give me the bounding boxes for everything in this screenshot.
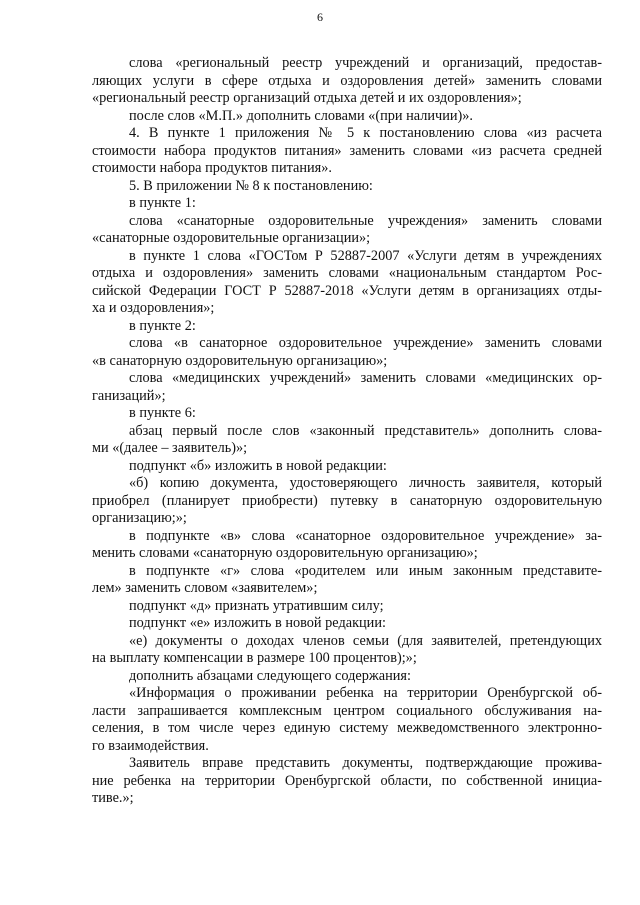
text-line: слова «в санаторное оздоровительное учреждение» заменить словами: [129, 335, 602, 351]
text-line: в пункте 6:: [129, 405, 196, 421]
text-line: ние ребенка на территории Оренбургской области, по собственной инициа-: [92, 772, 602, 789]
paragraph: [92, 475, 602, 528]
paragraph: [92, 108, 602, 126]
text-line: 4. В пункте 1 приложения № 5 к постановлению слова «из расчета: [129, 125, 602, 141]
text-line: стоимости набора продуктов питания» заменить словами «из расчета средней: [92, 142, 602, 159]
paragraph: [92, 615, 602, 633]
paragraph: [92, 405, 602, 423]
paragraph: [92, 755, 602, 808]
text-line: ляющих услуги в сфере отдыха и оздоровления детей» заменить словами: [92, 72, 602, 89]
paragraph: [92, 125, 602, 178]
paragraph: [92, 195, 602, 213]
text-line: селения, в том числе через единую систему межведомственного электронно-: [92, 720, 602, 736]
paragraph: [92, 178, 602, 196]
text-line: ха и оздоровления»;: [92, 300, 215, 316]
text-line: го взаимодействия.: [92, 737, 209, 754]
paragraph: [92, 563, 602, 598]
text-line: дополнить абзацами следующего содержания:: [129, 667, 411, 684]
text-line: в пункте 2:: [129, 317, 196, 334]
text-line: тиве.»;: [92, 790, 134, 806]
document-body: [92, 55, 602, 808]
text-line: стоимости набора продуктов питания».: [92, 160, 332, 176]
text-line: «е) документы о доходах членов семьи (для заявителей, претендующих: [129, 632, 602, 649]
text-line: «б) копию документа, удостоверяющего личность заявителя, который: [129, 475, 602, 491]
paragraph: [92, 633, 602, 668]
paragraph: [92, 318, 602, 336]
text-line: слова «санаторные оздоровительные учреждения» заменить словами: [129, 212, 602, 229]
text-line: после слов «М.П.» дополнить словами «(при наличии)».: [129, 107, 474, 124]
text-line: ганизаций»;: [92, 387, 166, 404]
text-line: в подпункте «г» слова «родителем или иным законным представите-: [129, 562, 602, 579]
paragraph: [92, 213, 602, 248]
text-line: слова «региональный реестр учреждений и организаций, предостав-: [129, 55, 602, 71]
page-number: 6: [317, 10, 323, 24]
text-line: Заявитель вправе представить документы, подтверждающие прожива-: [129, 755, 602, 771]
paragraph: [92, 55, 602, 108]
text-line: «Информация о проживании ребенка на территории Оренбургской об-: [129, 685, 602, 701]
text-line: ми «(далее – заявитель)»;: [92, 440, 248, 456]
paragraph: [92, 370, 602, 405]
text-line: в пункте 1 слова «ГОСТом Р 52887-2007 «Услуги детям в учреждениях: [129, 247, 602, 264]
paragraph: [92, 248, 602, 318]
paragraph: [92, 458, 602, 476]
text-line: в пункте 1:: [129, 195, 196, 211]
text-line: на выплату компенсации в размере 100 процентов);»;: [92, 650, 417, 666]
paragraph: [92, 528, 602, 563]
text-line: подпункт «е» изложить в новой редакции:: [129, 615, 386, 631]
text-line: лем» заменить словом «заявителем»;: [92, 580, 318, 596]
text-line: «санаторные оздоровительные организации»;: [92, 230, 371, 246]
paragraph: [92, 668, 602, 686]
text-line: менить словами «санаторную оздоровительную организацию»;: [92, 545, 478, 561]
text-line: приобрел (планирует приобрести) путевку в санаторную оздоровительную: [92, 492, 602, 509]
paragraph: [92, 423, 602, 458]
text-line: 5. В приложении № 8 к постановлению:: [129, 177, 373, 194]
text-line: абзац первый после слов «законный представитель» дополнить слова-: [129, 422, 602, 439]
text-line: «региональный реестр организаций отдыха детей и их оздоровления»;: [92, 90, 522, 106]
paragraph: [92, 598, 602, 616]
text-line: подпункт «д» признать утратившим силу;: [129, 597, 384, 614]
text-line: организацию;»;: [92, 510, 187, 526]
text-line: отдыха и оздоровления» заменить словами «национальным стандартом Рос-: [92, 265, 602, 281]
text-line: «в санаторную оздоровительную организацию»;: [92, 352, 388, 369]
text-line: подпункт «б» изложить в новой редакции:: [129, 457, 387, 474]
text-line: в подпункте «в» слова «санаторное оздоровительное учреждение» за-: [129, 527, 602, 544]
paragraph: [92, 335, 602, 370]
text-line: сийской Федерации ГОСТ Р 52887-2018 «Услуги детям в организациях отды-: [92, 282, 602, 299]
text-line: слова «медицинских учреждений» заменить словами «медицинских ор-: [129, 370, 602, 386]
paragraph: [92, 685, 602, 755]
text-line: ласти запрашивается комплексным центром социального обслуживания на-: [92, 702, 602, 719]
